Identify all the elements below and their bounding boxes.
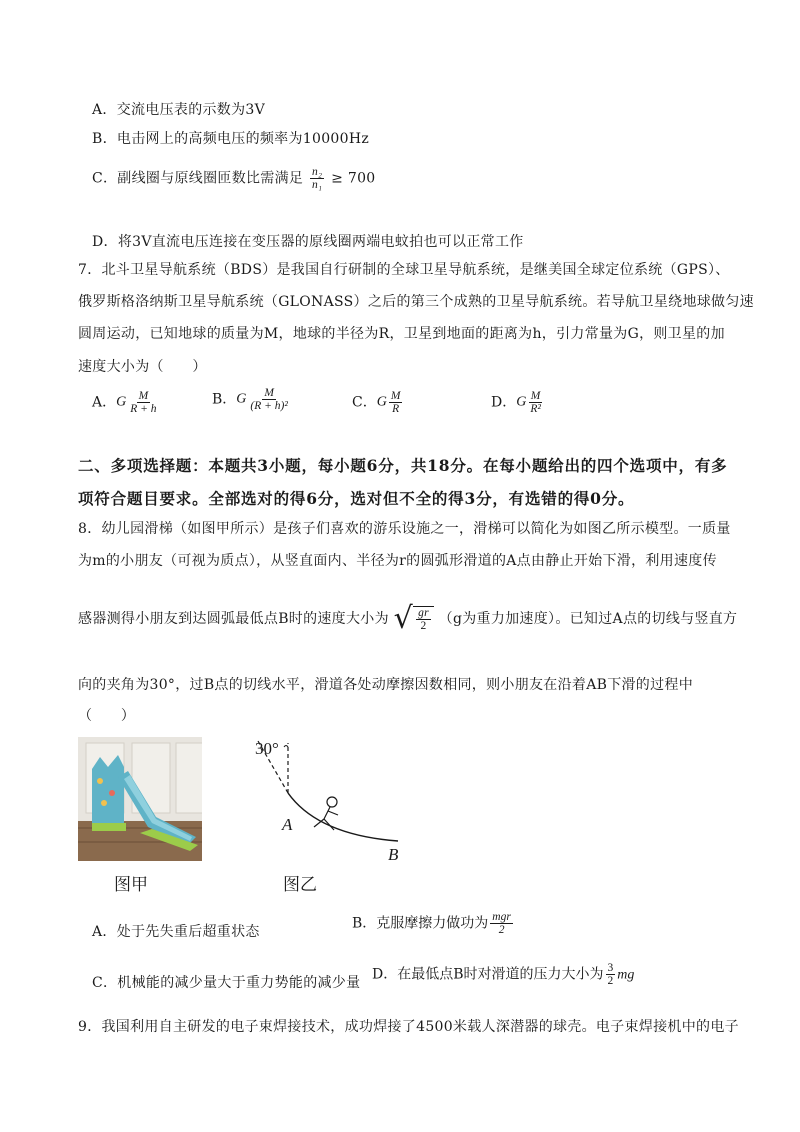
- gravity-constant: G: [236, 391, 247, 407]
- q7-line-1: 7．北斗卫星导航系统（BDS）是我国自行研制的全球卫星导航系统，是继美国全球定位系统（GPS）、: [78, 262, 730, 278]
- gravity-constant: G: [116, 394, 127, 410]
- mg-term: mg: [617, 967, 635, 983]
- fraction-numerator: M: [390, 390, 401, 402]
- figure-caption-yi: 图乙: [283, 875, 317, 895]
- angle-label: 30°: [255, 739, 279, 758]
- q6-option-b: B．电击网上的高频电压的频率为10000Hz: [92, 131, 370, 147]
- q8-option-b: [352, 911, 515, 936]
- fraction-denominator: 2: [607, 975, 614, 988]
- slide-photo: [78, 737, 202, 861]
- q7-option-c: [352, 390, 404, 415]
- q7-option-a: [92, 390, 161, 415]
- angle-arc: [284, 746, 288, 748]
- q9-line-1: 9．我国利用自主研发的电子束焊接技术，成功焊接了4500米载人深潜器的球壳。电子束焊接机中的电子: [78, 1019, 739, 1035]
- q7-option-b: [212, 387, 292, 412]
- fraction-numerator: M: [138, 390, 149, 402]
- child-body: [324, 807, 330, 819]
- fraction-denominator: R + h: [130, 403, 157, 416]
- q8-option-d: [372, 962, 634, 987]
- section-2-heading-line-1: 二、多项选择题：本题共3小题，每小题6分，共18分。在每小题给出的四个选项中，有多: [78, 456, 728, 475]
- q6-option-c-text: C．副线圈与原线圈匝数比需满足: [92, 170, 304, 187]
- fraction-denominator: 2: [420, 620, 427, 632]
- gravity-constant: G: [376, 394, 387, 410]
- q6-option-c-tail: ≥ 700: [331, 170, 376, 187]
- q7-line-2: 俄罗斯格洛纳斯卫星导航系统（GLONASS）之后的第三个成熟的卫星导航系统。若导航卫星绕地球做匀速: [78, 294, 754, 310]
- q6-option-c: [92, 166, 376, 191]
- fraction-denominator: R: [392, 403, 400, 416]
- q8-line-3-end: （g为重力加速度）。已知过A点的切线与竖直方: [438, 611, 738, 627]
- option-b-text: B．克服摩擦力做功为: [352, 915, 489, 932]
- fraction-denominator: R²: [530, 403, 541, 416]
- q8-line-3-start: 感器测得小朋友到达圆弧最低点B时的速度大小为: [78, 611, 389, 627]
- option-label: D．: [491, 394, 517, 411]
- option-d-text: D．在最低点B时对滑道的压力大小为: [372, 966, 604, 983]
- q8-line-4: 向的夹角为30°，过B点的切线水平，滑道各处动摩擦因数相同，则小朋友在沿着AB下滑的过程中: [78, 677, 693, 693]
- q7-option-d: [491, 390, 545, 415]
- child-head: [327, 797, 337, 807]
- option-label: A．: [92, 394, 117, 411]
- q6-option-d: D．将3V直流电压连接在变压器的原线圈两端电蚊拍也可以正常工作: [92, 234, 524, 250]
- q6-option-a: A．交流电压表的示数为3V: [92, 102, 266, 118]
- fraction-numerator: M: [264, 387, 274, 399]
- q8-option-a: A．处于先失重后超重状态: [92, 924, 260, 940]
- option-label: C．: [352, 394, 377, 411]
- figure-caption-jia: 图甲: [114, 875, 148, 895]
- q8-line-1: 8．幼儿园滑梯（如图甲所示）是孩子们喜欢的游乐设施之一，滑梯可以简化为如图乙所示模型。一质量: [78, 521, 731, 537]
- fraction-numerator: n₂: [311, 166, 323, 178]
- q7-line-3: 圆周运动，已知地球的质量为M，地球的半径为R，卫星到地面的距离为h，引力常量为G，则卫星的加: [78, 326, 725, 342]
- q8-line-5: （ ）: [78, 708, 136, 724]
- section-2-heading-line-2: 项符合题目要求。全部选对的得6分，选对但不全的得3分，有选错的得0分。: [78, 489, 635, 508]
- fraction-denominator: 2: [498, 924, 505, 937]
- fraction-numerator: mgr: [492, 911, 511, 923]
- fraction-numerator: 3: [607, 962, 614, 974]
- child-arm: [328, 811, 338, 815]
- sqrt-expression: √ $\frac{gr}{2}$: [394, 604, 434, 634]
- point-a-label: A: [282, 815, 293, 834]
- fraction-numerator: gr: [418, 607, 429, 619]
- option-label: B．: [212, 391, 237, 408]
- slide-photo-illustration: [78, 737, 202, 861]
- gravity-constant: G: [516, 394, 527, 410]
- arc-track: [288, 793, 398, 841]
- q8-option-c: C．机械能的减少量大于重力势能的减少量: [92, 975, 361, 991]
- fraction-denominator: n₁: [311, 179, 323, 192]
- point-b-label: B: [388, 845, 399, 864]
- fraction-denominator: (R + h)²: [250, 400, 288, 413]
- q7-line-4: 速度大小为（ ）: [78, 359, 207, 375]
- q8-line-2: 为m的小朋友（可视为质点），从竖直面内、半径为r的圆弧形滑道的A点由静止开始下滑，利用速度传: [78, 553, 717, 569]
- fraction-numerator: M: [530, 390, 541, 402]
- q6-option-c-fraction: [310, 166, 324, 191]
- q8-line-3: [78, 601, 738, 636]
